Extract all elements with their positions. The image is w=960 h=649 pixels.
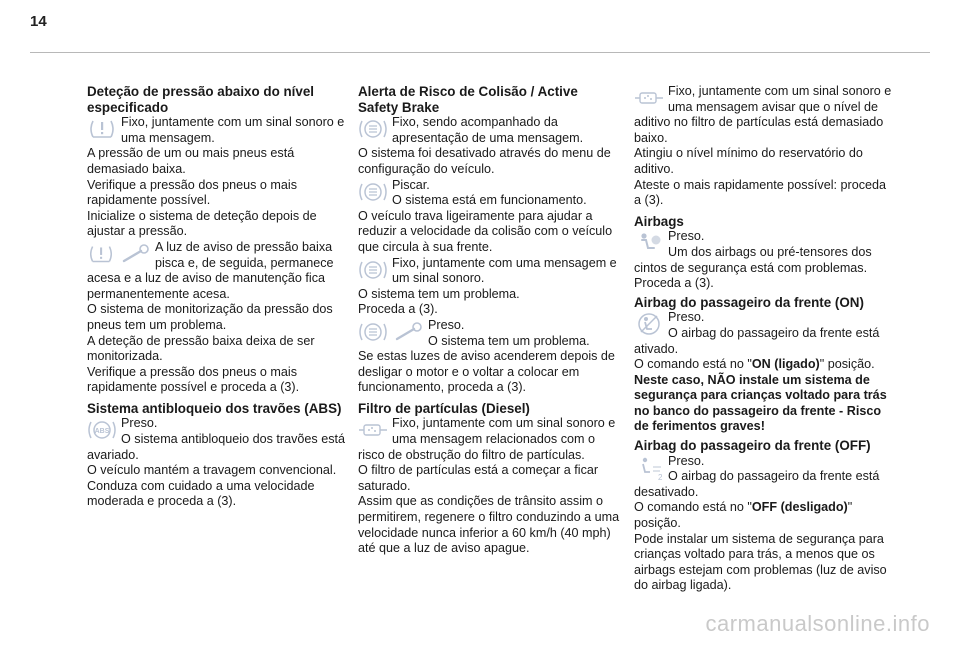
- svg-text:2: 2: [658, 472, 663, 481]
- active-safety-brake-icon: [358, 180, 388, 204]
- column-1: [87, 84, 349, 515]
- section-tyre-pressure: [87, 84, 349, 396]
- column-3: [634, 84, 896, 599]
- section-title: Sistema antibloqueio dos travões (ABS): [87, 400, 342, 416]
- paragraph: O filtro de partículas está a começar a ficar saturado.: [358, 463, 599, 493]
- paragraph: Verifique a pressão dos pneus o mais rapidamente possível.: [87, 177, 298, 208]
- icon-description: Preso. Um dos airbags ou pré-tensores dos cintos de segurança está com problemas.: [634, 229, 872, 275]
- paragraph: A pressão de um ou mais pneus está demasiado baixa.: [87, 146, 295, 176]
- icon-description: Preso. O airbag do passageiro da frente está ativado.: [634, 310, 880, 356]
- icon-description: A luz de aviso de pressão baixa pisca e, de seguida, permanece acesa e a luz de aviso de manutenção fica permanentemente acesa.: [87, 239, 334, 301]
- section-airbags: [634, 214, 896, 292]
- tyre-pressure-warning-icon: [87, 117, 117, 141]
- paragraph: O sistema de monitorização da pressão dos pneus tem um problema.: [87, 302, 333, 332]
- paragraph: Ateste o mais rapidamente possível: proceda a (3).: [634, 177, 887, 208]
- section-title: Filtro de partículas (Diesel): [358, 400, 530, 416]
- section-particle-filter: [358, 401, 620, 557]
- paragraph: O comando está no "ON (ligado)" posição.: [634, 357, 875, 372]
- passenger-airbag-on-icon: [634, 312, 664, 336]
- paragraph: Proceda a (3).: [358, 302, 438, 317]
- icon-description: Fixo, sendo acompanhado da apresentação de uma mensagem.: [392, 115, 584, 145]
- paragraph: A deteção de pressão baixa deixa de ser monitorizada.: [87, 333, 315, 364]
- section-collision-alert: [358, 84, 620, 396]
- paragraph: Assim que as condições de trânsito assim o permitirem, regenere o filtro conduzindo a uma velocidade nunca inferior a 60 km/h (40 mph) até que a luz de aviso apague.: [358, 494, 620, 556]
- page-number: 14: [30, 13, 47, 30]
- paragraph: O comando está no "OFF (desligado)" posição.: [634, 500, 853, 531]
- icon-description: Preso. O sistema antibloqueio dos travões está avariado.: [87, 416, 346, 462]
- icon-pair: [358, 320, 424, 344]
- section-title: Deteção de pressão abaixo do nível especificado: [87, 84, 314, 115]
- svg-text:ABS: ABS: [94, 428, 110, 436]
- paragraph: Conduza com cuidado a uma velocidade moderada e proceda a (3).: [87, 478, 315, 509]
- tyre-pressure-warning-icon: [87, 243, 115, 265]
- paragraph: Verifique a pressão dos pneus o mais rapidamente possível e proceda a (3).: [87, 364, 300, 395]
- section-title: Airbags: [634, 213, 684, 229]
- header-rule: [30, 52, 930, 53]
- active-safety-brake-icon: [358, 117, 388, 141]
- icon-description: Preso. O airbag do passageiro da frente está desativado.: [634, 453, 880, 499]
- paragraph: Inicialize o sistema de deteção depois de ajustar a pressão.: [87, 208, 317, 239]
- passenger-airbag-off-icon: [634, 456, 664, 480]
- icon-description: Fixo, juntamente com um sinal sonoro e uma mensagem avisar que o nível de aditivo no filtro de partículas está demasiado baixo.: [634, 84, 892, 145]
- warning-text: Neste caso, NÃO instale um sistema de segurança para crianças voltado para trás no banco do passageiro da frente - Risco de ferimentos graves!: [634, 372, 887, 434]
- icon-pair: [87, 242, 151, 266]
- column-2: [358, 84, 620, 562]
- icon-description: Fixo, juntamente com um sinal sonoro e uma mensagem relacionados com o risco de obstrução do filtro de partículas.: [358, 416, 616, 462]
- abs-warning-icon: [87, 418, 117, 442]
- watermark: carmanualsonline.info: [705, 611, 930, 636]
- section-airbag-on: [634, 295, 896, 435]
- icon-description: Fixo, juntamente com uma mensagem e um sinal sonoro.: [392, 255, 617, 286]
- service-spanner-icon: [121, 243, 151, 265]
- paragraph: O veículo mantém a travagem convencional.: [87, 463, 337, 478]
- paragraph: O veículo trava ligeiramente para ajudar a reduzir a velocidade da colisão com o veículo que circula à sua frente.: [358, 208, 613, 254]
- section-abs: [87, 401, 349, 510]
- section-title: Airbag do passageiro da frente (OFF): [634, 438, 871, 454]
- section-airbag-off: [634, 438, 896, 594]
- particle-filter-icon: [358, 418, 388, 442]
- switch-position-off: OFF (desligado): [751, 500, 848, 515]
- section-title: Airbag do passageiro da frente (ON): [634, 294, 864, 310]
- airbag-warning-icon: [634, 231, 664, 255]
- paragraph: Atingiu o nível mínimo do reservatório do aditivo.: [634, 146, 863, 176]
- icon-description: Fixo, juntamente com um sinal sonoro e uma mensagem.: [121, 115, 345, 145]
- paragraph: Proceda a (3).: [634, 276, 714, 291]
- paragraph: O sistema tem um problema.: [358, 286, 520, 301]
- section-title: Alerta de Risco de Colisão / Active Safety Brake: [358, 84, 578, 115]
- paragraph: Pode instalar um sistema de segurança para crianças voltado para trás, a menos que os airbags estejam com problemas (luz de aviso do airbag ligada).: [634, 531, 887, 593]
- paragraph: Se estas luzes de aviso acenderem depois de desligar o motor e o voltar a colocar em funcionamento, proceda a (3).: [358, 349, 615, 395]
- icon-description: Piscar. O sistema está em funcionamento.: [392, 177, 587, 208]
- active-safety-brake-icon: [358, 258, 388, 282]
- section-additive: [634, 84, 896, 209]
- active-safety-brake-icon: [358, 320, 388, 344]
- paragraph: O sistema foi desativado através do menu de configuração do veículo.: [358, 146, 611, 176]
- switch-position-on: ON (ligado): [751, 357, 820, 372]
- icon-description: Preso. O sistema tem um problema.: [428, 317, 590, 348]
- particle-filter-icon: [634, 86, 664, 110]
- service-spanner-icon: [394, 321, 424, 343]
